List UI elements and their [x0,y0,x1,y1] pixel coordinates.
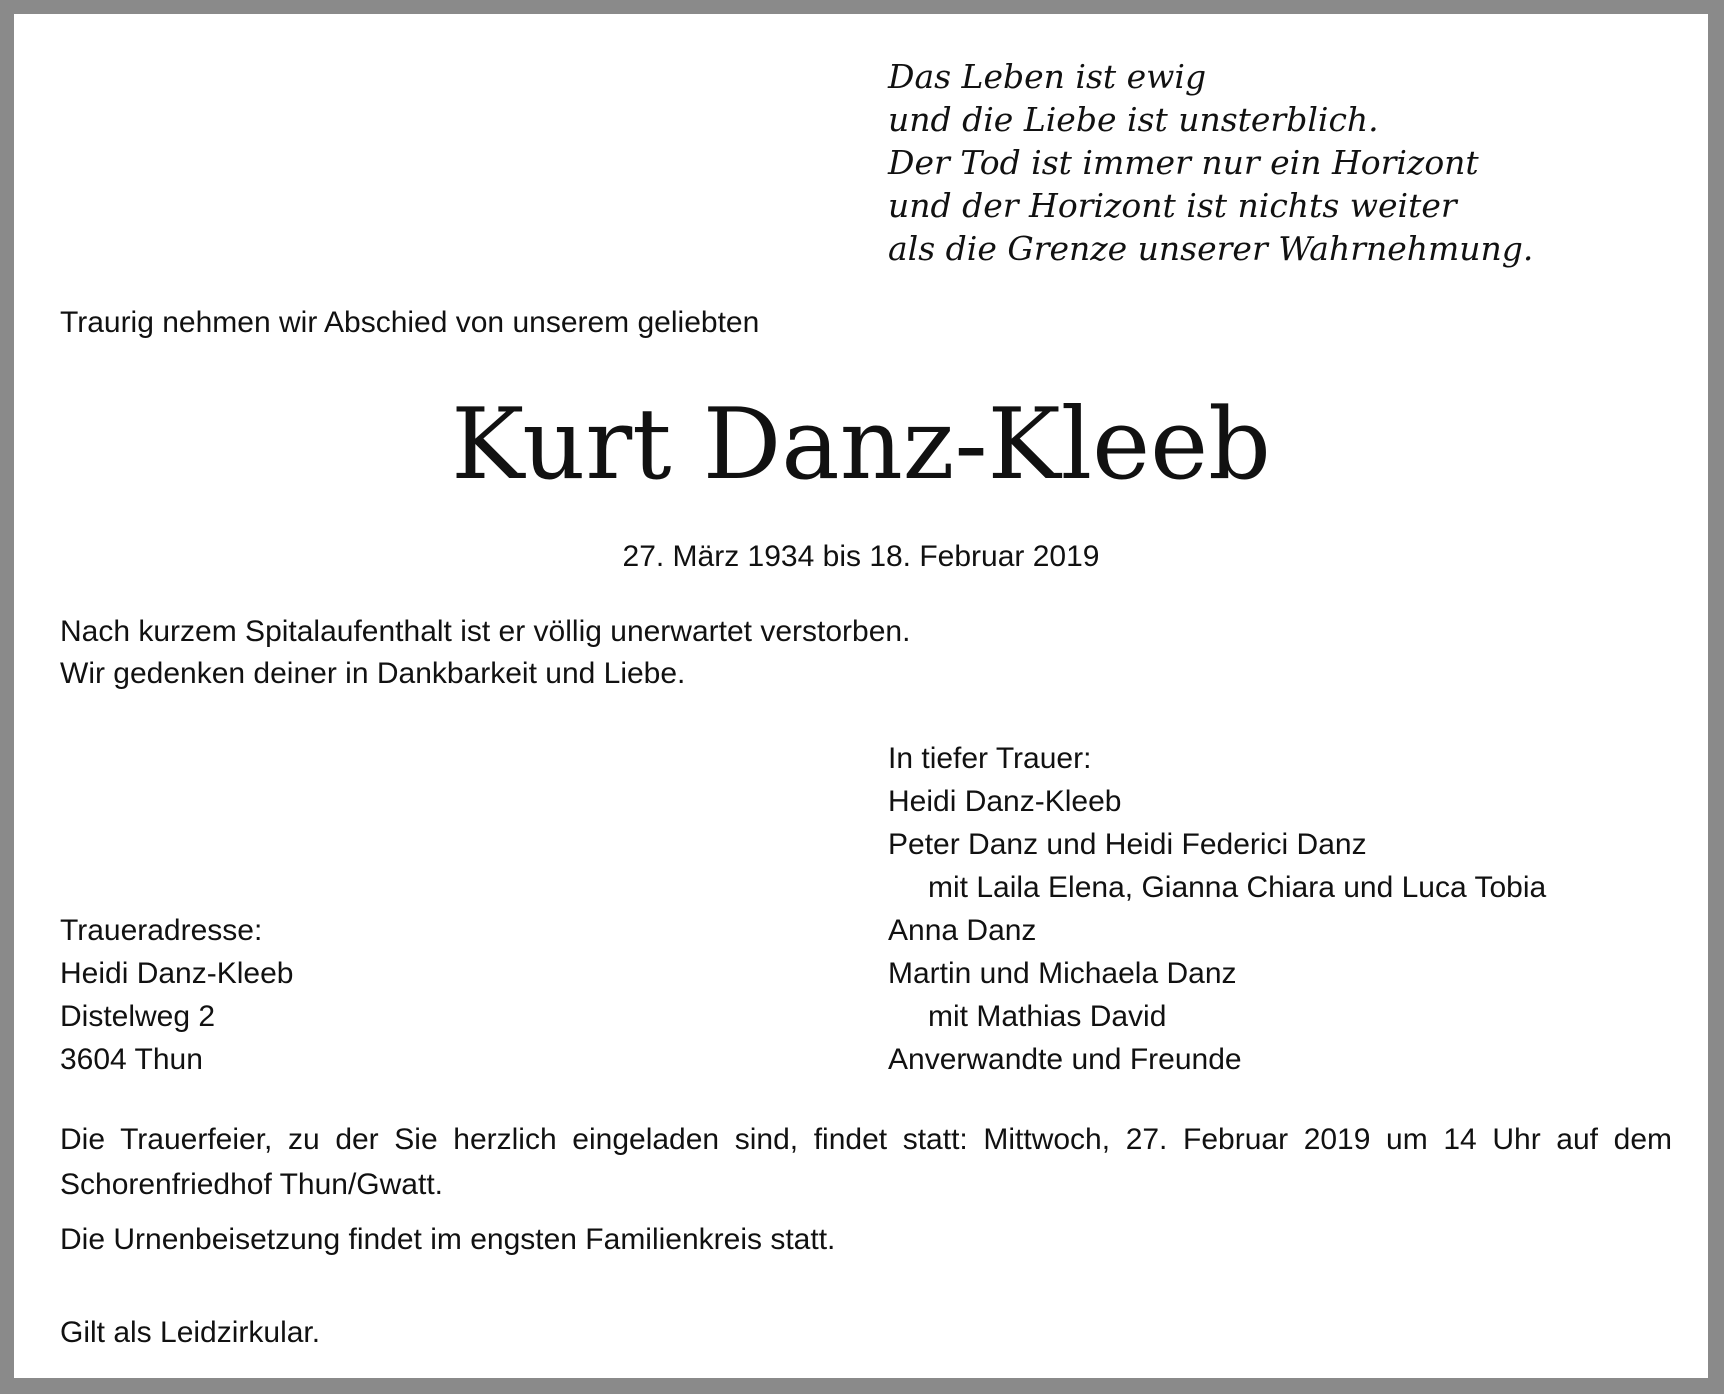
urn-info: Die Urnenbeisetzung findet im engsten Familienkreis statt. [60,1223,836,1256]
circular-note: Gilt als Leidzirkular. [60,1316,321,1349]
mourners-list [888,737,1546,1081]
mourner-line: mit Laila Elena, Gianna Chiara und Luca Tobia [928,871,1547,904]
message-line: Wir gedenken deiner in Dankbarkeit und Liebe. [60,657,686,690]
mourner-line: Martin und Michaela Danz [888,957,1237,990]
obituary-notice [14,14,1708,1378]
life-dates: 27. März 1934 bis 18. Februar 2019 [622,540,1100,573]
mourner-line: mit Mathias David [928,1000,1167,1033]
mourners-heading: In tiefer Trauer: [888,742,1092,775]
poem-block [888,55,1533,270]
funeral-info: Die Trauerfeier, zu der Sie herzlich eingeladen sind, findet statt: Mittwoch, 27. Februar 2019 um 14 Uhr auf dem Schorenfriedhof Thun/Gwatt. [60,1123,1672,1201]
address-city: 3604 Thun [60,1043,203,1076]
deceased-name: Kurt Danz-Kleeb [451,388,1271,502]
address-name: Heidi Danz-Kleeb [60,957,294,990]
mourning-address [60,909,293,1081]
intro-text: Traurig nehmen wir Abschied von unserem geliebten [60,306,760,339]
poem-line: und die Liebe ist unsterblich. [888,100,1379,139]
mourner-line: Peter Danz und Heidi Federici Danz [888,828,1367,861]
mourner-line: Anna Danz [888,914,1037,947]
address-street: Distelweg 2 [60,1000,216,1033]
poem-line: Der Tod ist immer nur ein Horizont [888,143,1479,182]
address-heading: Traueradresse: [60,914,263,947]
poem-line: als die Grenze unserer Wahrnehmung. [888,229,1534,268]
message-line: Nach kurzem Spitalaufenthalt ist er völlig unerwartet verstorben. [60,615,911,648]
mourner-line: Heidi Danz-Kleeb [888,785,1122,818]
poem-line: und der Horizont ist nichts weiter [888,186,1457,225]
poem-line: Das Leben ist ewig [888,57,1207,96]
mourner-line: Anverwandte und Freunde [888,1043,1242,1076]
message-block [60,611,910,695]
